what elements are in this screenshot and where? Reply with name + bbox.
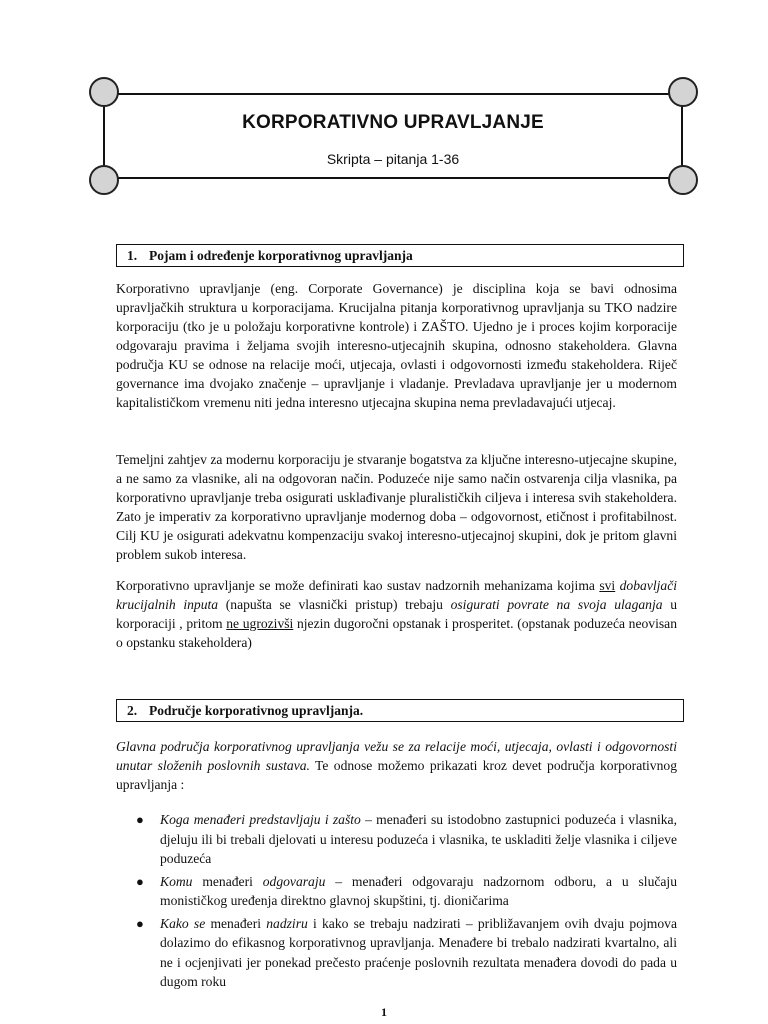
section-2-bullet-list [116,810,677,995]
section-1-paragraph-1 [116,279,677,412]
document-subtitle: Skripta – pitanja 1-36 [326,151,460,167]
p3-text-f: u korporaciji , pritom [116,597,677,631]
p3-text-a: Korporativno upravljanje se može definirati kao sustav nadzornih mehanizama kojima [116,578,600,593]
bullet-1-text: – menađeri su istodobno zastupnici poduzeća i vlasnika, djeluju ili bi trebali djelovati u interesu poduzeća i vlasnika, te uskladiti želje vlasnika i ciljeve poduzeća [160,812,677,866]
bullet-1-italic: Koga menađeri predstavljaju i zašto [160,812,361,827]
section-2-intro [116,737,677,794]
section-2-intro-italic: Glavna područja korporativnog upravljanja vežu se za relacije moći, utjecaja, ovlasti i odgovornosti unutar složenih poslovnih sustava. [116,739,677,773]
section-2-intro-rest: Te odnose možemo prikazati kroz devet područja korporativnog upravljanja : [116,758,677,792]
section-1-paragraph-2 [116,450,677,564]
bullet-dot-icon: ● [136,873,144,889]
p3-underline-svi: svi [599,578,616,593]
bullet-3-italic2: nadziru [266,915,308,931]
p3-underline-ne-ugrozivsi: ne ugrozivši [226,616,294,631]
p3-text-d: (napušta se vlasnički pristup) trebaju [218,597,451,612]
bullet-2-text: – menađeri odgovaraju nadzornom odboru, a u slučaju monističkog uređenja direktno glavnoj skupštini, tj. dioničarima [160,873,678,908]
corner-circle-bottom-right [668,165,698,195]
bullet-3-mid: menađeri [205,915,267,931]
section-1-paragraph-3 [116,576,677,652]
bullet-3-italic: Kako se [160,915,206,931]
list-item [116,914,677,992]
section-1-heading-box [116,244,684,267]
section-2-heading: Područje korporativnog upravljanja. [149,703,364,718]
section-1-p2-text: Temeljni zahtjev za modernu korporaciju je stvaranje bogatstva za ključne interesno-utjecajne skupine, a ne samo za vlasnike, ali na odgovoran način. Poduzeće nije samo način ostvarenja cilja vlasnika, pa korporativno upravljanje treba osigurati usklađivanje pluralističkih ciljeva i interesa svih stakeholdera. Zato je imperativ za korporativno upravljanje modernog doba – odgovornost, etičnost i profitabilnost. Cilj KU je osigurati adekvatnu kompenzaciju svakoj interesno-utjecajnoj skupini, dok je pritom glavni problem sukob interesa. [116,452,677,562]
bullet-dot-icon: ● [136,915,144,931]
section-1-p1-text: Korporativno upravljanje (eng. Corporate Governance) je disciplina koja se bavi odnosima upravljačkih struktura u korporacijama. Krucijalna pitanja korporativnog upravljanja su TKO nadzire korporaciju (tko je u položaju korporativne kontrole) i ZAŠTO. Ujedno je i proces kojim korporacije odgovaraju pravima i željama svojih interesno-utjecajnih skupina, odnosno stakeholdera. Glavna područja KU se odnose na relacije moći, utjecaja, ovlasti i odgovornosti između stakeholdera. Riječ governance ima dvojako značenje – upravljanje i vladanje. Prevladava upravljanje jer u modernom kapitalističkom vremenu niti jedna interesno utjecajna skupina nema prevladavajući utjecaj. [116,281,677,410]
bullet-3-text: i kako se trebaju nadzirati – približavanjem ovih dvaju pojmova dolazimo do efikasnog korporativnog upravljanja. Menađere bi trebalo nadzirati kvartalno, ali ne i ocjenjivati jer ponekad prečesto praćenje poslovnih rezultata menađera dovodi do pada u dugom roku [160,915,677,989]
p3-text-h: njezin dugoročni opstanak i prosperitet. (opstanak poduzeća neovisan o opstanku stakeholdera) [116,616,677,650]
list-item [116,872,677,911]
corner-circle-bottom-left [89,165,119,195]
corner-circle-top-right [668,77,698,107]
section-1-number: 1. [127,248,138,263]
section-2-heading-box [116,699,684,722]
p3-italic-dobavljaci: dobavljači krucijalnih inputa [116,578,678,612]
bullet-2-mid: menađeri [192,873,263,889]
section-2-number: 2. [127,703,138,718]
document-title: KORPORATIVNO UPRAVLJANJE [242,112,544,133]
page-number: 1 [381,1005,387,1019]
bullet-dot-icon: ● [136,812,144,827]
bullet-2-italic2: odgovaraju [262,873,326,889]
list-item [116,810,677,869]
corner-circle-top-left [89,77,119,107]
p3-italic-povrate: osigurati povrate na svoja ulaganja [450,597,663,612]
bullet-2-italic: Komu [160,873,193,889]
section-1-heading: Pojam i određenje korporativnog upravljanja [149,248,413,263]
